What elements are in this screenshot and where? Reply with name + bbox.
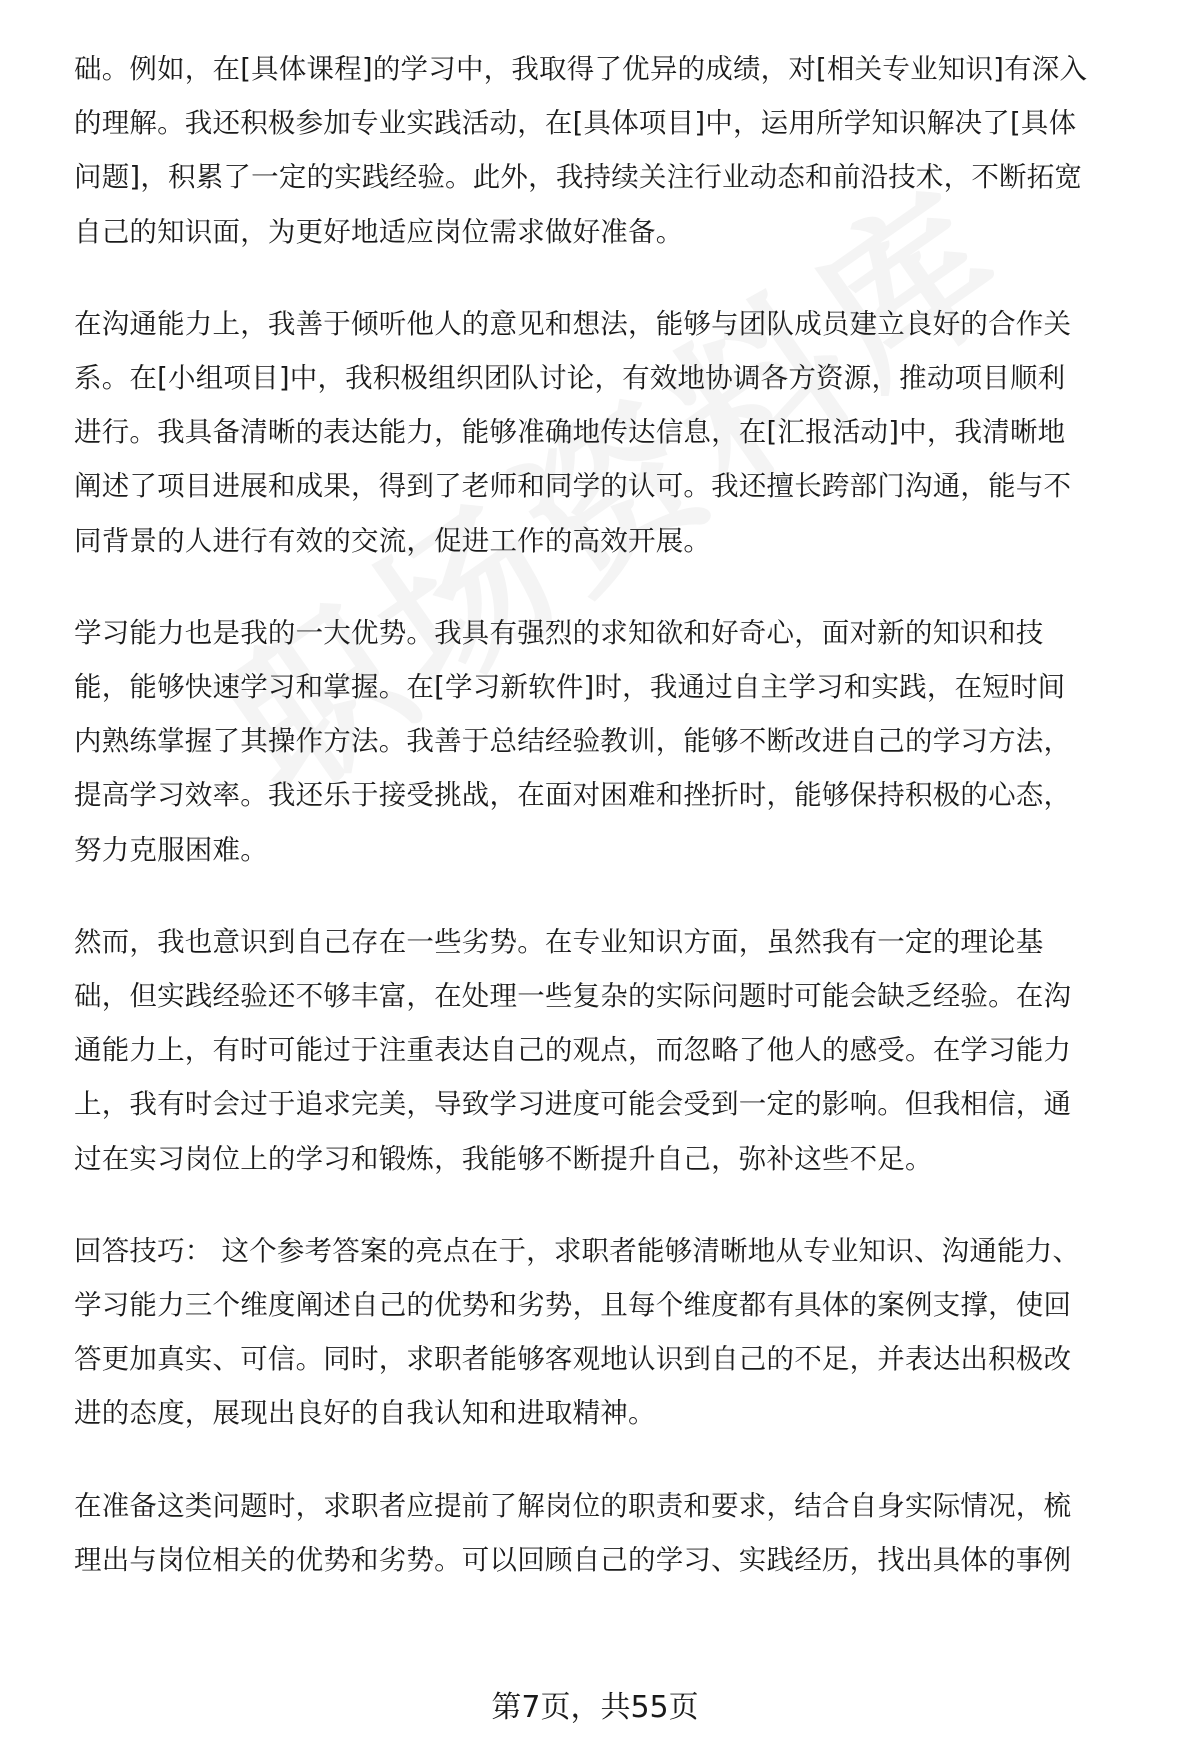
text-line: 学习能力三个维度阐述自己的优势和劣势，且每个维度都有具体的案例支撑，使回 xyxy=(74,1289,1072,1322)
text-line: 在准备这类问题时，求职者应提前了解岗位的职责和要求，结合自身实际情况，梳 xyxy=(74,1489,1072,1522)
text-line: 阐述了项目进展和成果，得到了老师和同学的认可。我还擅长跨部门沟通，能与不 xyxy=(74,470,1072,503)
page-number: 第7页，共55页 xyxy=(491,1690,699,1725)
paragraph-professional-knowledge xyxy=(74,42,1174,259)
paragraph-weaknesses xyxy=(74,915,1174,1186)
text-line: 在沟通能力上，我善于倾听他人的意见和想法，能够与团队成员建立良好的合作关 xyxy=(74,307,1072,340)
text-line: 能，能够快速学习和掌握。在[学习新软件]时，我通过自主学习和实践，在短时间 xyxy=(74,671,1066,704)
text-line: 问题]，积累了一定的实践经验。此外，我持续关注行业动态和前沿技术，不断拓宽 xyxy=(74,161,1083,194)
text-line: 提高学习效率。我还乐于接受挑战，在面对困难和挫折时，能够保持积极的心态， xyxy=(74,779,1072,812)
text-line: 进的态度，展现出良好的自我认知和进取精神。 xyxy=(74,1397,656,1430)
document-body xyxy=(74,42,1174,1625)
text-line: 础。例如，在[具体课程]的学习中，我取得了优异的成绩，对[相关专业知识]有深入 xyxy=(74,53,1088,85)
text-line: 回答技巧： 这个参考答案的亮点在于，求职者能够清晰地从专业知识、沟通能力、 xyxy=(74,1234,1081,1267)
paragraph-answer-tips xyxy=(74,1224,1174,1441)
text-line: 通能力上，有时可能过于注重表达自己的观点，而忽略了他人的感受。在学习能力 xyxy=(74,1034,1072,1067)
text-line: 同背景的人进行有效的交流，促进工作的高效开展。 xyxy=(74,524,712,557)
text-line: 理出与岗位相关的优势和劣势。可以回顾自己的学习、实践经历，找出具体的事例 xyxy=(74,1543,1072,1576)
text-line: 然而，我也意识到自己存在一些劣势。在专业知识方面，虽然我有一定的理论基 xyxy=(74,925,1044,958)
text-line: 答更加真实、可信。同时，求职者能够客观地认识到自己的不足，并表达出积极改 xyxy=(74,1343,1072,1376)
text-line: 系。在[小组项目]中，我积极组织团队讨论，有效地协调各方资源，推动项目顺利 xyxy=(74,362,1066,395)
paragraph-communication xyxy=(74,297,1174,568)
text-line: 进行。我具备清晰的表达能力，能够准确地传达信息，在[汇报活动]中，我清晰地 xyxy=(74,416,1066,449)
paragraph-preparation xyxy=(74,1479,1174,1587)
text-line: 自己的知识面，为更好地适应岗位需求做好准备。 xyxy=(74,215,684,248)
text-line: 的理解。我还积极参加专业实践活动，在[具体项目]中，运用所学知识解决了[具体 xyxy=(74,107,1077,140)
text-line: 上，我有时会过于追求完美，导致学习进度可能会受到一定的影响。但我相信，通 xyxy=(74,1088,1072,1121)
text-line: 学习能力也是我的一大优势。我具有强烈的求知欲和好奇心，面对新的知识和技 xyxy=(74,616,1044,649)
text-line: 础，但实践经验还不够丰富，在处理一些复杂的实际问题时可能会缺乏经验。在沟 xyxy=(74,980,1072,1013)
text-line: 努力克服困难。 xyxy=(74,833,268,866)
paragraph-learning-ability xyxy=(74,606,1174,877)
text-line: 过在实习岗位上的学习和锻炼，我能够不断提升自己，弥补这些不足。 xyxy=(74,1142,933,1175)
text-line: 内熟练掌握了其操作方法。我善于总结经验教训，能够不断改进自己的学习方法， xyxy=(74,725,1072,758)
